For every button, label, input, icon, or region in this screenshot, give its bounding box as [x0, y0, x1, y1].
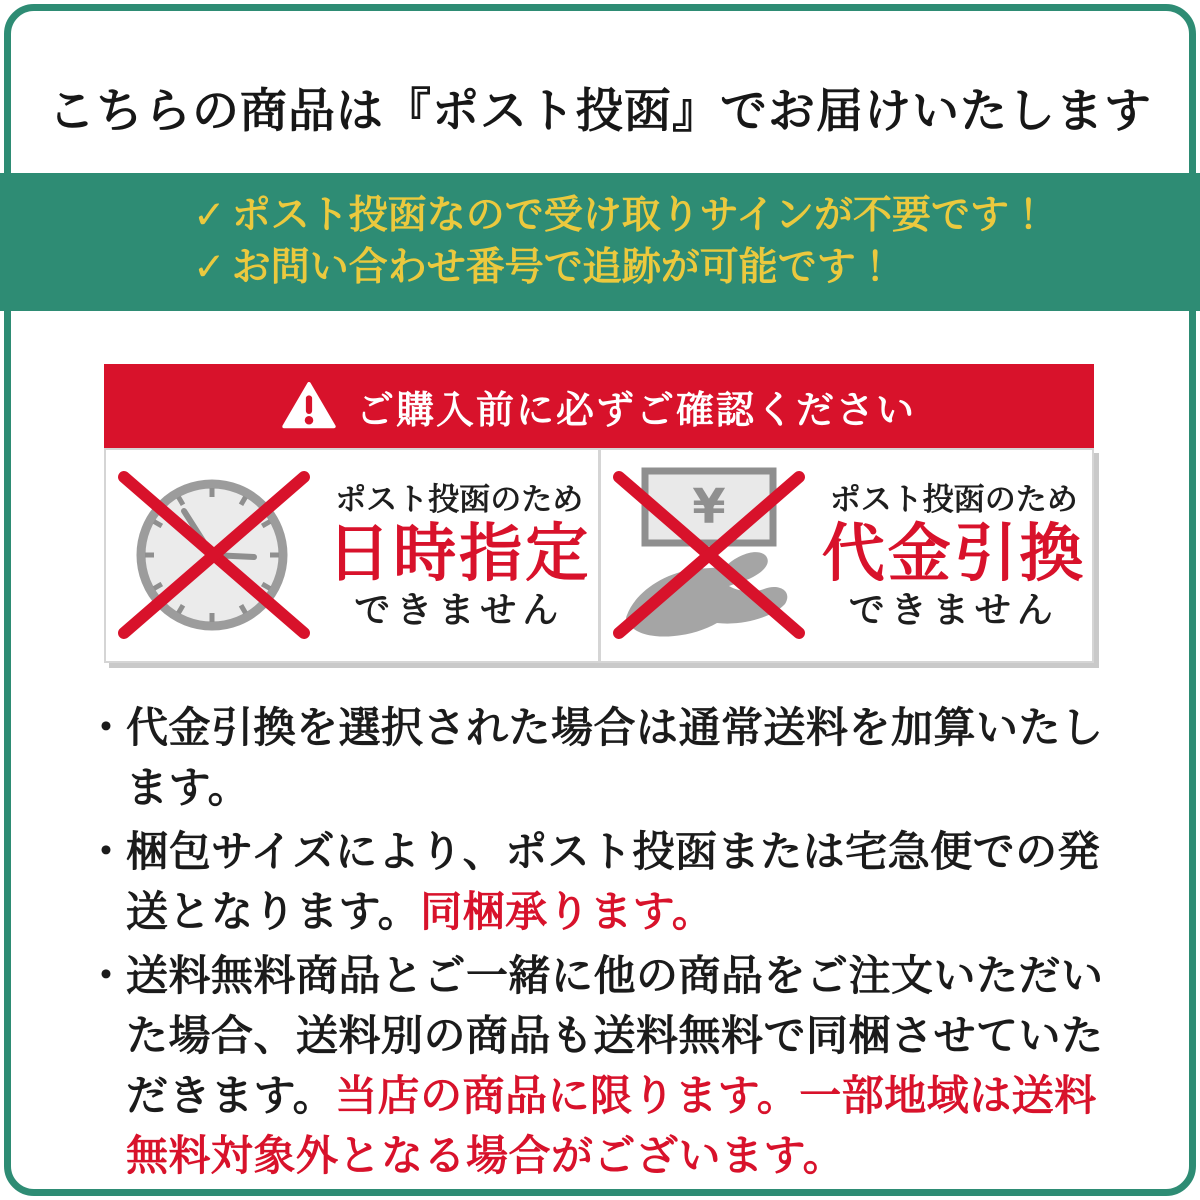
- panel-text: [822, 481, 1086, 631]
- benefit-item: [193, 190, 1200, 242]
- benefit-text: ポスト投函なので受け取りサインが不要です！: [231, 194, 1048, 237]
- confirmation-header: [104, 364, 1094, 448]
- panel-reason: ポスト投函のため: [829, 481, 1078, 517]
- panel-unavailable: できません: [848, 588, 1059, 630]
- panel-reason: ポスト投函のため: [335, 481, 584, 517]
- warning-triangle-icon: [282, 382, 336, 430]
- yen-symbol: ¥: [692, 479, 726, 535]
- restriction-panels: [104, 448, 1094, 663]
- confirmation-box: [104, 364, 1094, 663]
- confirmation-header-text: ご購入前に必ずご確認ください: [355, 389, 916, 432]
- note-text: 梱包サイズにより、ポスト投函または宅急便での発送となります。: [126, 828, 1101, 935]
- note-text: 代金引換を選択された場合は通常送料を加算いたします。: [126, 704, 1104, 811]
- benefit-text: お問い合わせ番号で追跡が可能です！: [231, 246, 895, 289]
- check-icon: ✓: [193, 246, 226, 289]
- panel-no-cod: [601, 450, 1093, 661]
- benefits-banner: [0, 173, 1200, 311]
- note-text-highlight: 同梱承ります。: [420, 888, 715, 935]
- bullet-marker: ・: [85, 952, 128, 999]
- note-text: 送料無料商品とご一緒に他の商品をご注文いただいた場合、送料別の商品も送料無料で同梱させていただきます。: [126, 952, 1104, 1119]
- panel-restriction: 日時指定: [327, 518, 592, 589]
- panel-no-datetime: [106, 450, 601, 661]
- bullet-marker: ・: [85, 704, 128, 751]
- note-text-highlight: 当店の商品に限ります。一部地域は送料無料対象外となる場合がございます。: [126, 1072, 1097, 1179]
- panel-restriction: 代金引換: [821, 518, 1086, 589]
- bullet-marker: ・: [85, 828, 128, 875]
- note-item: [85, 698, 1111, 818]
- check-icon: ✓: [193, 194, 226, 237]
- benefit-item: [193, 242, 1200, 294]
- panel-unavailable: できません: [354, 588, 565, 630]
- panel-text: [327, 481, 591, 631]
- note-item: [85, 946, 1111, 1186]
- page-title: こちらの商品は『ポスト投函』でお届けいたします: [48, 84, 1152, 137]
- notes-list: [85, 698, 1111, 1190]
- clock-crossed-icon: [112, 463, 317, 648]
- note-item: [85, 822, 1111, 942]
- cash-hand-crossed-icon: [607, 463, 812, 648]
